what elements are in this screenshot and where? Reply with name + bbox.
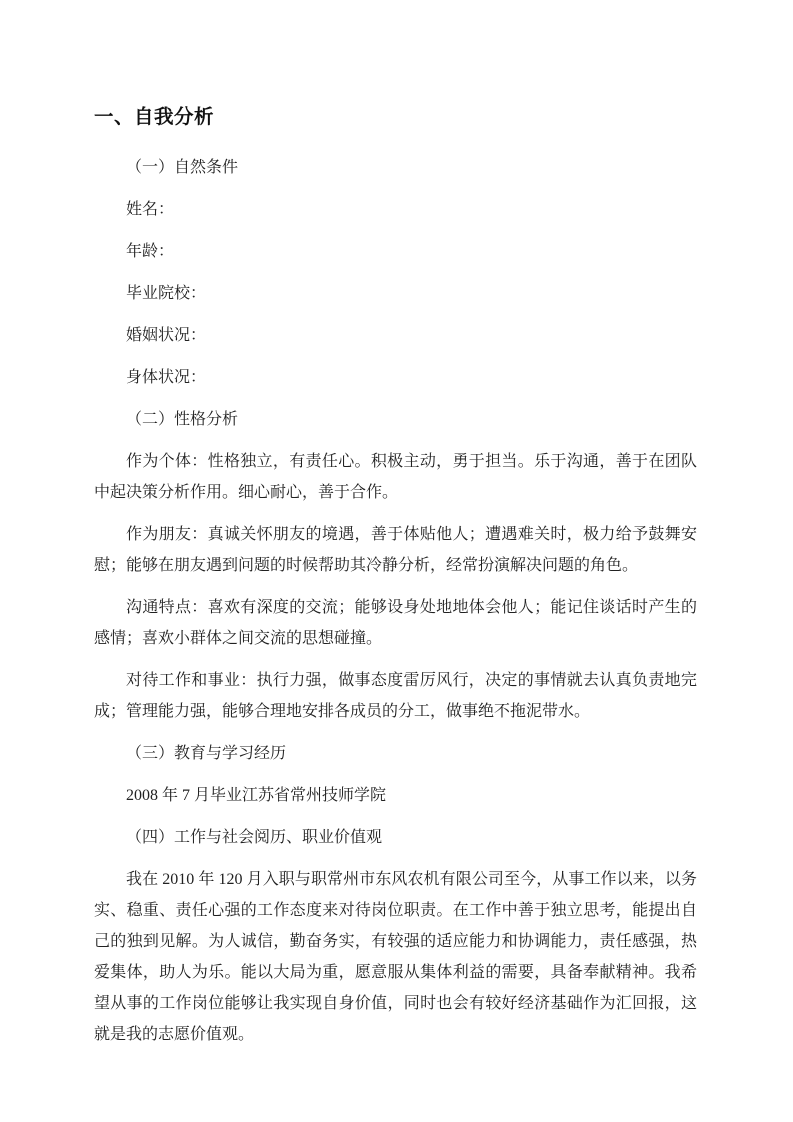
- section-heading-2: （二）性格分析: [126, 411, 239, 428]
- paragraph-as-friend: 作为朋友：真诚关怀朋友的境遇，善于体贴他人；遭遇难关时，极力给予鼓舞安慰；能够在朋友遇到问题的时候帮助其冷静分析，经常扮演解决问题的角色。: [94, 526, 697, 574]
- field-name-label: 姓名：: [126, 201, 175, 218]
- education-history-line: 2008 年 7 月毕业江苏省常州技师学院: [126, 787, 387, 804]
- paragraph-communication-traits: 沟通特点：喜欢有深度的交流；能够设身处地地体会他人；能记住谈话时产生的感情；喜欢小群体之间交流的思想碰撞。: [94, 599, 697, 647]
- field-age-label: 年龄：: [126, 243, 175, 260]
- section-heading-4: （四）工作与社会阅历、职业价值观: [126, 829, 383, 846]
- paragraph-career-values: 我在 2010 年 120 月入职与职常州市东风农机有限公司至今，从事工作以来，以务实、稳重、责任心强的工作态度来对待岗位职责。在工作中善于独立思考，能提出自己的独到见解。为人诚信，勤奋务实，有较强的适应能力和协调能力，责任感强，热爱集体，助人为乐。能以大局为重，愿意服从集体利益的需要，具备奉献精神。我希望从事的工作岗位能够让我实现自身价值，同时也会有较好经济基础作为汇回报，这就是我的志愿价值观。: [94, 871, 697, 1043]
- section-heading-3: （三）教育与学习经历: [126, 745, 287, 762]
- field-health-label: 身体状况：: [126, 369, 207, 386]
- section-heading-1: （一）自然条件: [126, 159, 239, 176]
- paragraph-work-attitude: 对待工作和事业：执行力强，做事态度雷厉风行，决定的事情就去认真负责地完成；管理能力强，能够合理地安排各成员的分工，做事绝不拖泥带水。: [94, 672, 697, 720]
- field-marriage-label: 婚姻状况：: [126, 327, 207, 344]
- field-school-label: 毕业院校：: [126, 285, 207, 302]
- doc-title: 一、自我分析: [94, 106, 215, 128]
- paragraph-as-individual: 作为个体：性格独立，有责任心。积极主动，勇于担当。乐于沟通，善于在团队中起决策分析作用。细心耐心，善于合作。: [94, 453, 697, 501]
